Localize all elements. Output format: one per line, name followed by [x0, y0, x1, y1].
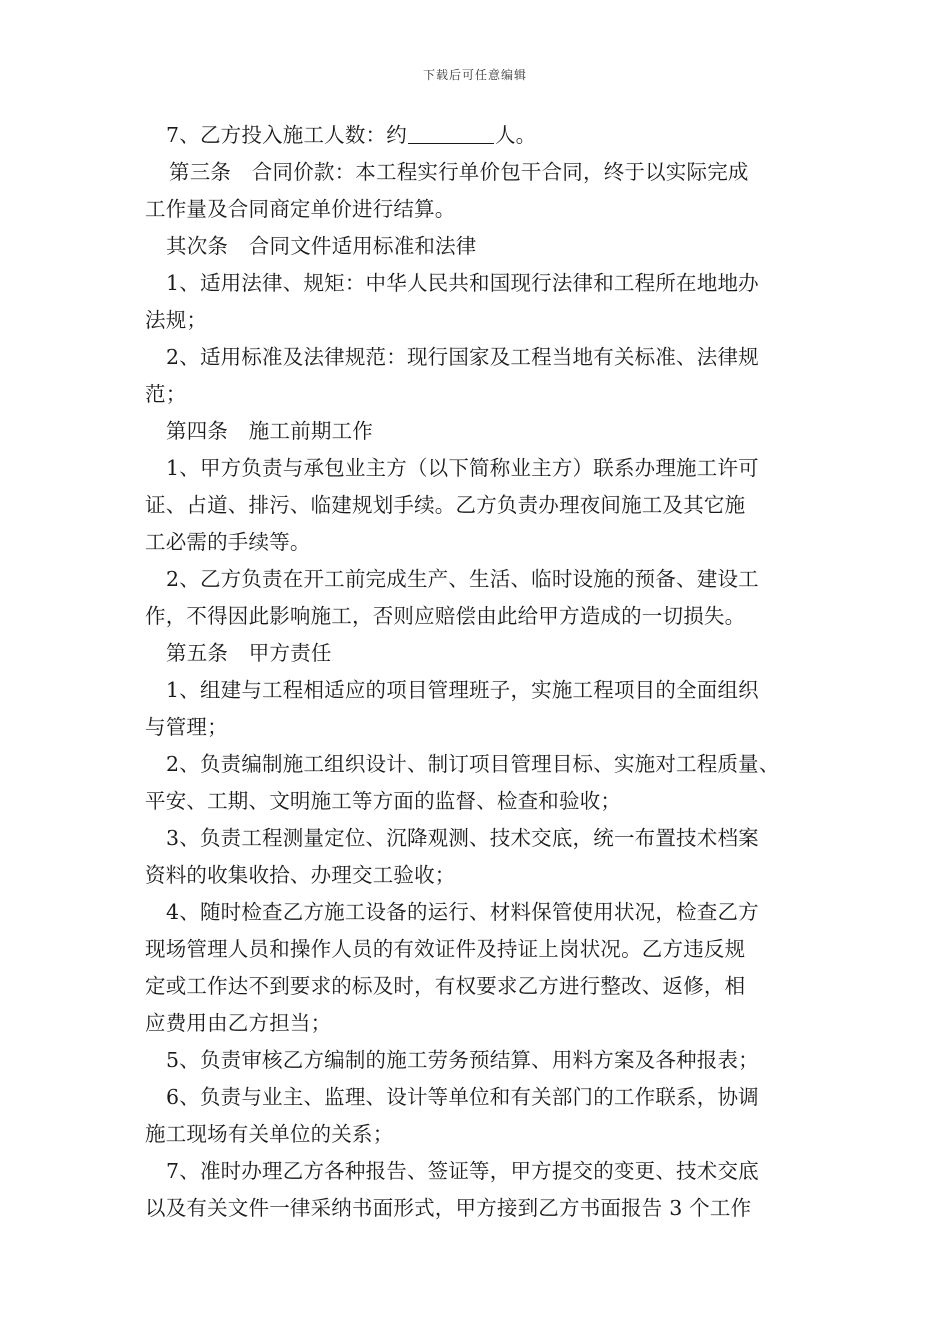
text-line: 第三条 合同价款：本工程实行单价包干合同，终于以实际完成 [169, 160, 749, 184]
document-body [145, 117, 825, 1227]
text-line: 1、甲方负责与承包业主方（以下简称业主方）联系办理施工许可 [166, 456, 759, 480]
text-line: 5、负责审核乙方编制的施工劳务预结算、用料方案及各种报表； [166, 1048, 759, 1072]
text-line: 第五条 甲方责任 [166, 641, 332, 665]
text-line: 3、负责工程测量定位、沉降观测、技术交底，统一布置技术档案 [166, 826, 759, 850]
text-line: 应费用由乙方担当； [145, 1011, 332, 1035]
text-line: 4、随时检查乙方施工设备的运行、材料保管使用状况，检查乙方 [166, 900, 759, 924]
text-line [145, 117, 825, 154]
text-line: 7、准时办理乙方各种报告、签证等，甲方提交的变更、技术交底 [166, 1159, 759, 1183]
text-line: 2、负责编制施工组织设计、制订项目管理目标、实施对工程质量、 [166, 752, 780, 776]
text-line: 平安、工期、文明施工等方面的监督、检查和验收； [145, 789, 622, 813]
line-text-after-blank: 人。 [494, 123, 537, 147]
line-text-before-blank: 7、乙方投入施工人数：约 [166, 123, 407, 147]
text-line: 2、适用标准及法律规范：现行国家及工程当地有关标准、法律规 [166, 345, 759, 369]
text-line: 资料的收集收拾、办理交工验收； [145, 863, 456, 887]
text-line: 工必需的手续等。 [145, 530, 311, 554]
text-line: 范； [145, 382, 187, 406]
text-line: 2、乙方负责在开工前完成生产、生活、临时设施的预备、建设工 [166, 567, 759, 591]
fill-in-blank [408, 121, 494, 144]
text-line: 证、占道、排污、临建规划手续。乙方负责办理夜间施工及其它施 [145, 493, 746, 517]
text-line: 定或工作达不到要求的标及时，有权要求乙方进行整改、返修，相 [145, 974, 746, 998]
text-line: 现场管理人员和操作人员的有效证件及持证上岗状况。乙方违反规 [145, 937, 746, 961]
text-line: 作，不得因此影响施工，否则应赔偿由此给甲方造成的一切损失。 [145, 604, 746, 628]
text-line: 6、负责与业主、监理、设计等单位和有关部门的工作联系，协调 [166, 1085, 759, 1109]
text-line: 法规； [145, 308, 208, 332]
page-header: 下载后可任意编辑 [422, 68, 527, 82]
text-line: 第四条 施工前期工作 [166, 419, 373, 443]
text-line: 以及有关文件一律采纳书面形式，甲方接到乙方书面报告 3 个工作 [145, 1196, 752, 1220]
text-line: 1、适用法律、规矩：中华人民共和国现行法律和工程所在地地办 [166, 271, 759, 295]
text-line: 与管理； [145, 715, 228, 739]
text-line: 其次条 合同文件适用标准和法律 [166, 234, 477, 258]
text-line: 1、组建与工程相适应的项目管理班子，实施工程项目的全面组织 [166, 678, 759, 702]
text-line: 工作量及合同商定单价进行结算。 [145, 197, 456, 221]
text-line: 施工现场有关单位的关系； [145, 1122, 394, 1146]
